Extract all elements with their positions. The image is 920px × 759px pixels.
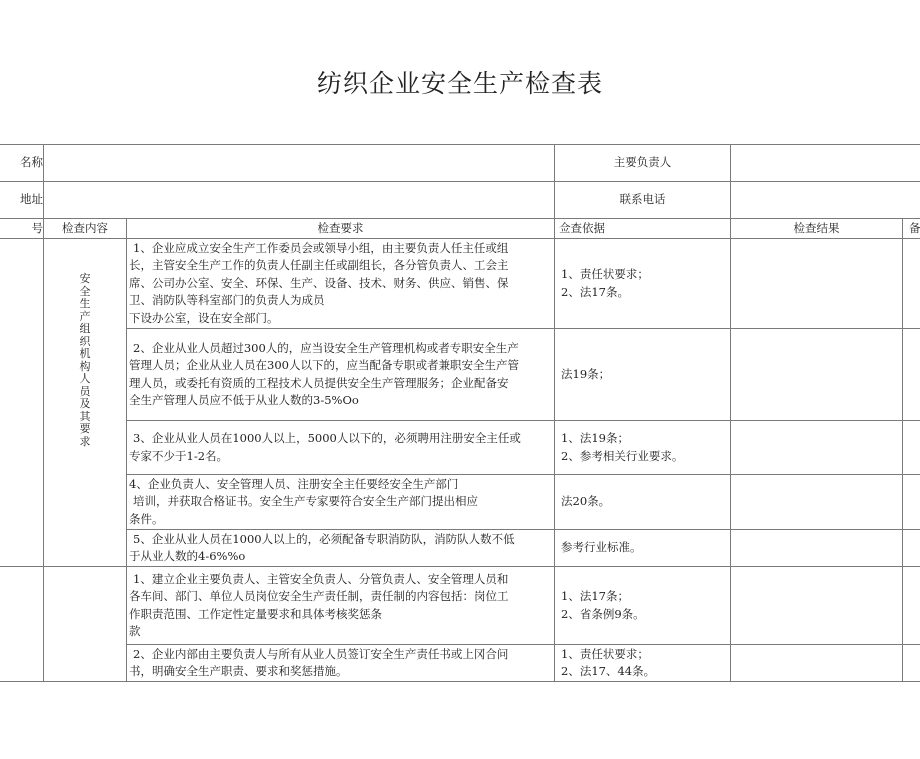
table-row — [0, 329, 920, 421]
category-cell: 安全生产组织机构人员及其要求 — [44, 239, 127, 567]
table-row — [0, 645, 920, 682]
company-name-label: 名称 — [0, 145, 44, 182]
requirement-cell: 2、企业从业人员超过300人的，应当设安全生产管理机构或者专职安全生产 管理人员；企业从业人员在300人以下的，应当配备专职或者兼职安全生产管 理人员，或委托有资质的工程技术人员提供安全生产管理服务；企业配备安 全生产管理人员应不低于从业人数的3-5%Oo — [127, 329, 555, 421]
phone-label: 联系电话 — [555, 182, 731, 219]
result-cell — [731, 421, 903, 475]
phone-value — [731, 182, 920, 219]
header-row — [0, 219, 920, 239]
remark-cell — [903, 239, 920, 329]
table-row — [0, 530, 920, 567]
requirement-cell: 1、建立企业主要负责人、主管安全负责人、分管负责人、安全管理人员和 各车间、部门、单位人员岗位安全生产责任制，责任制的内容包括：岗位工 作职责范围、工作定性定量要求和具体考核奖惩条 款 — [127, 567, 555, 645]
result-cell — [731, 239, 903, 329]
remark-cell — [903, 329, 920, 421]
info-row-address — [0, 182, 920, 219]
address-label: 地址 — [0, 182, 44, 219]
remark-cell — [903, 475, 920, 530]
remark-cell — [903, 567, 920, 645]
header-remark: 备 — [903, 219, 920, 239]
result-cell — [731, 645, 903, 682]
manager-value — [731, 145, 920, 182]
address-value — [44, 182, 555, 219]
result-cell — [731, 475, 903, 530]
result-cell — [731, 567, 903, 645]
basis-cell: 1、责任状要求； 2、法17、44条。 — [555, 645, 731, 682]
requirement-cell: 3、企业从业人员在1000人以上，5000人以下的，必须聘用注册安全主任或 专家不少于1-2名。 — [127, 421, 555, 475]
result-cell — [731, 329, 903, 421]
header-content: 检查内容 — [44, 219, 127, 239]
index-cell — [0, 567, 44, 682]
company-name-value — [44, 145, 555, 182]
remark-cell — [903, 530, 920, 567]
header-result: 检查结果 — [731, 219, 903, 239]
category-cell — [44, 567, 127, 682]
requirement-cell: 4、企业负责人、安全管理人员、注册安全主任要经安全生产部门 培训，并获取合格证书。安全生产专家要符合安全生产部门提出相应 条件。 — [127, 475, 555, 530]
basis-cell: 1、责任状要求； 2、法17条。 — [555, 239, 731, 329]
header-requirement: 检查要求 — [127, 219, 555, 239]
basis-cell: 法19条； — [555, 329, 731, 421]
index-cell — [0, 239, 44, 567]
info-row-name — [0, 145, 920, 182]
inspection-table — [0, 144, 920, 682]
requirement-cell: 2、企业内部由主要负责人与所有从业人员签订安全生产责任书或上冈合问 书，明确安全生产职责、要求和奖惩措施。 — [127, 645, 555, 682]
remark-cell — [903, 645, 920, 682]
basis-cell: 1、法17条； 2、省条例9条。 — [555, 567, 731, 645]
header-basis: 佥查依据 — [555, 219, 731, 239]
remark-cell — [903, 421, 920, 475]
requirement-cell: 5、企业从业人员在1000人以上的，必须配备专职消防队，消防队人数不低 于从业人数的4-6%%o — [127, 530, 555, 567]
result-cell — [731, 530, 903, 567]
header-index: 号 — [0, 219, 44, 239]
table-row — [0, 475, 920, 530]
basis-cell: 参考行业标准。 — [555, 530, 731, 567]
table-row — [0, 567, 920, 645]
basis-cell: 1、法19条； 2、参考相关行业要求。 — [555, 421, 731, 475]
table-row — [0, 421, 920, 475]
document-title: 纺织企业安全生产检查表 — [316, 69, 603, 98]
table-row — [0, 239, 920, 329]
manager-label: 主要负责人 — [555, 145, 731, 182]
requirement-cell: 1、企业应成立安全生产工作委员会或领导小组，由主要负责人任主任或组 长，主管安全生产工作的负责人任副主任或副组长，各分管负责人、工会主 席、公司办公室、安全、环保、生产、设备、技术、财务、供应、销售、保 卫、消防队等科室部门的负责人为成员 下设办公室，设在安全部门。 — [127, 239, 555, 329]
basis-cell: 法20条。 — [555, 475, 731, 530]
